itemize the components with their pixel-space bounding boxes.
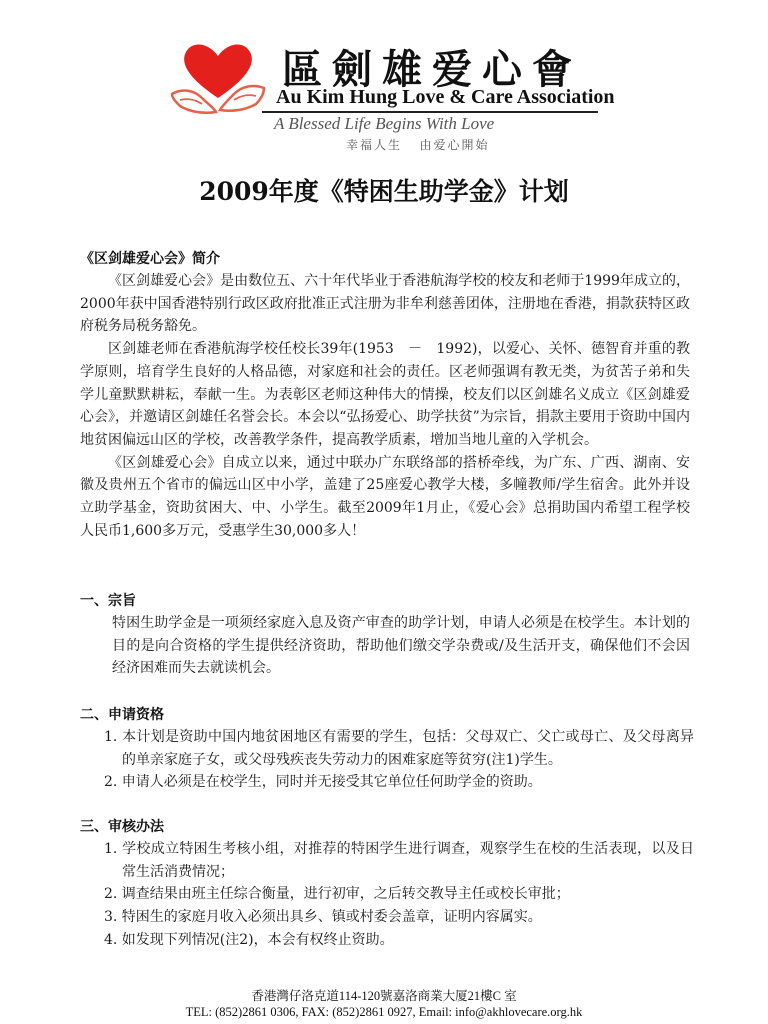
review-list (104, 838, 694, 952)
intro-paragraph: 《区剑雄爱心会》自成立以来，通过中联办广东联络部的搭桥牵线，为广东、广西、湖南、安徽及贵州五个省市的偏远山区中小学，盖建了25座爱心教学大楼，多幢教师/学生宿舍。此外并设立助学基金，资助贫困大、中、小学生。截至2009年1月止，《爱心会》总捐助国内希望工程学校人民币1,600多万元，受惠学生30,000多人！ (80, 454, 690, 539)
document-title: 2009年度《特困生助学金》计划 (199, 177, 569, 206)
intro-paragraph: 《区剑雄爱心会》是由数位五、六十年代毕业于香港航海学校的校友和老师于1999年成立的，2000年获中国香港特别行政区政府批准正式注册为非牟利慈善团体，注册地在香港，捐款获特区政府税务局税务豁免。 (80, 273, 690, 335)
intro-body (80, 270, 690, 542)
list-item: 1. 学校成立特困生考核小组，对推荐的特困学生进行调查，观察学生在校的生活表现，以及日常生活消费情况； (104, 841, 694, 880)
footer-address: 香港灣仔洛克道114-120號嘉洛商業大厦21樓C 室 (251, 989, 517, 1003)
org-name-english: Au Kim Hung Love & Care Association (276, 86, 615, 108)
section-heading-eligibility: 二、申请资格 (80, 707, 164, 723)
section-heading-review: 三、审核办法 (80, 819, 164, 835)
header-divider (262, 111, 598, 113)
intro-paragraph: 区剑雄老师在香港航海学校任校长39年(1953 － 1992)，以爱心、关怀、德智育并重的教学原则，培育学生良好的人格品德，对家庭和社会的责任。区老师强调有教无类，为贫苦子弟和失学儿童默默耕耘，奉献一生。为表彰区老师这种伟大的情操，校友们以区剑雄名义成立《区剑雄爱心会》，并邀请区剑雄任名誉会长。本会以“弘扬爱心、助学扶贫”为宗旨，捐款主要用于资助中国内地贫困偏远山区的学校，改善教学条件，提高教学质素，增加当地儿童的入学机会。 (80, 341, 690, 448)
intro-heading: 《区剑雄爱心会》简介 (80, 251, 220, 267)
purpose-paragraph: 特困生助学金是一项须经家庭入息及资产审查的助学计划，申请人必须是在校学生。本计划的目的是向合资格的学生提供经济资助，帮助他们缴交学杂费或/及生活开支，确保他们不会因经济困难而失去就读机会。 (112, 615, 690, 677)
slogan-english: A Blessed Life Begins With Love (274, 114, 495, 133)
list-item: 1. 本计划是资助中国内地贫困地区有需要的学生，包括：父母双亡、父亡或母亡、及父母离异的单亲家庭子女，或父母残疾丧失劳动力的困难家庭等贫穷(注1)学生。 (104, 729, 694, 768)
footer-contact: TEL: (852)2861 0306, FAX: (852)2861 0927, Email: info@akhlovecare.org.hk (185, 1005, 583, 1019)
eligibility-list (104, 726, 694, 794)
section-heading-purpose: 一、宗旨 (80, 593, 136, 609)
list-item: 4. 如发现下列情况(注2)，本会有权终止资助。 (104, 931, 394, 948)
slogan-chinese: 幸福人生 由爱心開始 (346, 138, 490, 152)
heart-in-hands-icon (168, 38, 268, 120)
list-item: 2. 调查结果由班主任综合衡量，进行初审，之后转交教导主任或校长审批； (104, 886, 570, 903)
purpose-body (112, 612, 690, 680)
list-item: 2. 申请人必须是在校学生，同时并无接受其它单位任何助学金的资助。 (104, 774, 542, 791)
list-item: 3. 特困生的家庭月收入必须出具乡、镇或村委会盖章，证明内容属实。 (104, 909, 542, 926)
footer (0, 988, 768, 1020)
org-name-chinese: 區劍雄爱心會 (282, 46, 582, 93)
